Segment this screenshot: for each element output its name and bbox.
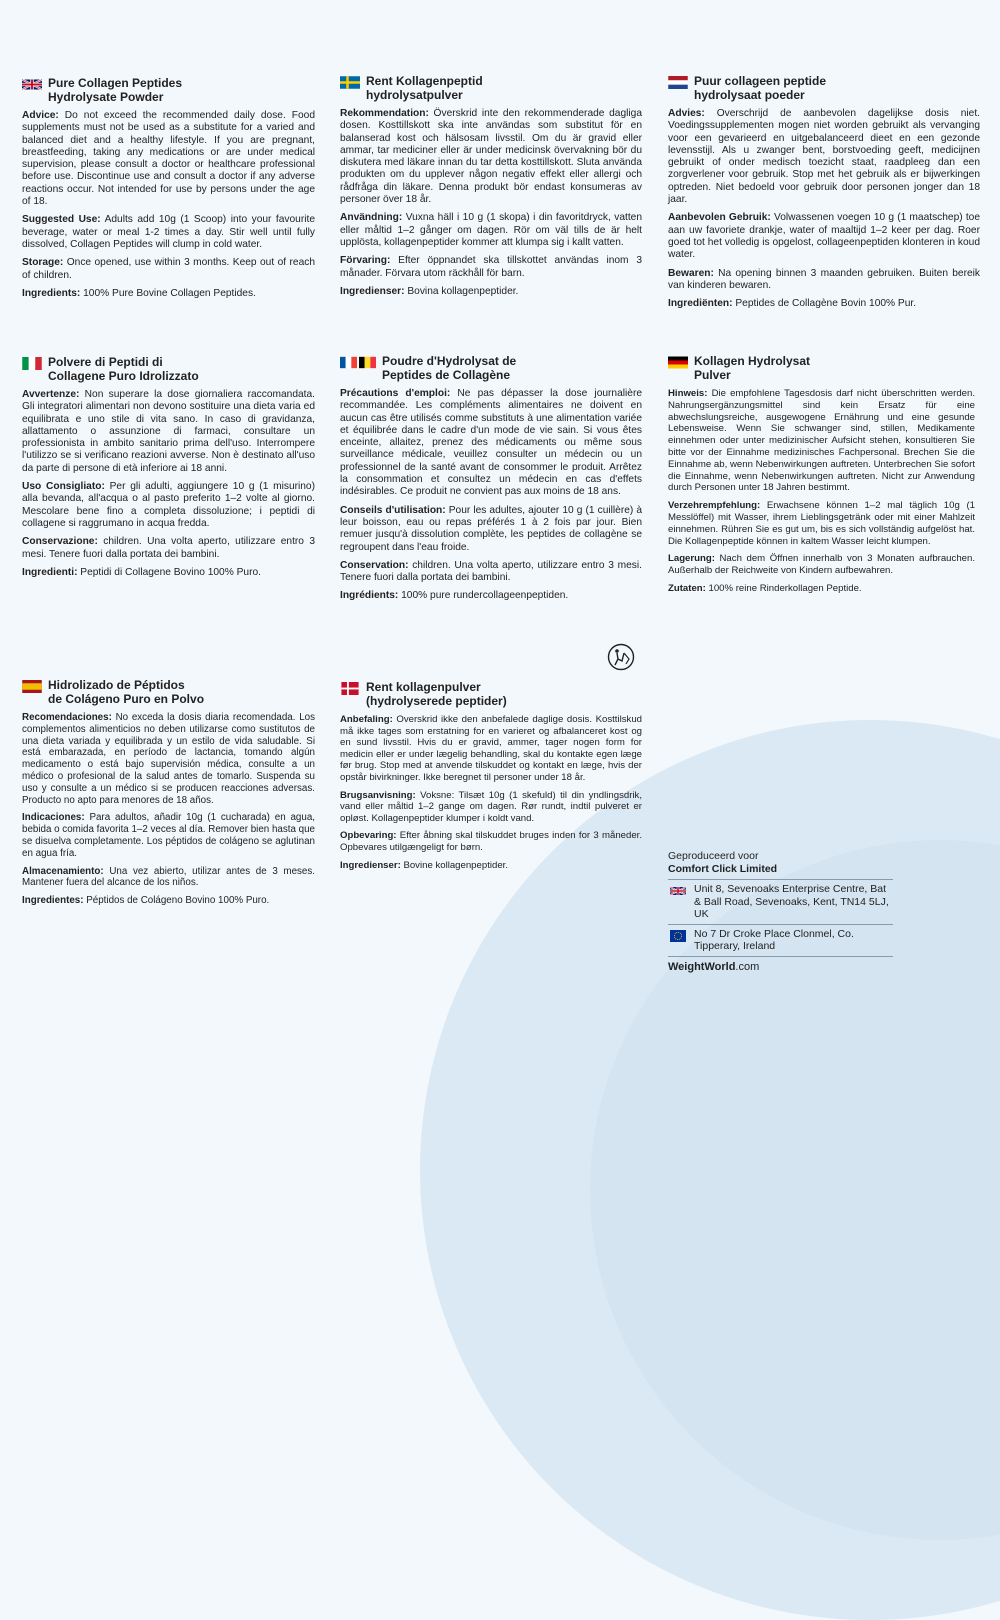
ie-address: No 7 Dr Croke Place Clonmel, Co. Tipperary, Ireland (694, 927, 854, 952)
section-title: Kollagen Hydrolysat Pulver (694, 354, 811, 382)
use-paragraph: Brugsanvisning: Voksne: Tilsæt 10g (1 skefuld) til din yndlingsdrik, vand eller måltid 1–2 gange om dagen. Rør rundt, indtil pulveret er opløst. Kollagenpeptider klumper i koldt vand. (340, 789, 642, 824)
section-title: Hidrolizado de Péptidos de Colágeno Puro en Polvo (48, 678, 205, 706)
storage-paragraph: Conservation: children. Una volta aperto, utilizzare entro 3 mesi. Tenere fuori dalla portata dei bambini. (340, 559, 642, 584)
ingredients-paragraph: Zutaten: 100% reine Rinderkollagen Peptide. (668, 582, 862, 594)
germany-flag-icon (668, 356, 688, 369)
spain-flag-icon (22, 680, 42, 693)
ingredients-paragraph: Ingredienser: Bovina kollagenpeptider. (340, 285, 519, 297)
advice-paragraph: Recomendaciones: No exceda la dosis diaria recomendada. Los complementos alimenticios no deben utilizarse como sustitutos de una dieta variada y equilibrada y un estilo de vida saludable. Si está embarazada, en período de lactancia, tomando algún medicamento o está bajo supervisión médica, consulte a un médico o profesional de la salud antes de tomarlo. Suspenda su uso y consulte a un médico si se producen reacciones adversas. Producto no apto para menores de 18 años. (22, 712, 315, 806)
section-title: Pure Collagen Peptides Hydrolysate Powder (48, 76, 183, 104)
section-title: Poudre d'Hydrolysat de Peptides de Collagène (382, 354, 517, 382)
section-header (668, 74, 980, 102)
storage-paragraph: Storage: Once opened, use within 3 months. Keep out of reach of children. (22, 257, 315, 281)
recycle-icon (607, 643, 635, 671)
section-header (340, 354, 642, 382)
uk-flag-icon (22, 78, 42, 91)
uk-address: Unit 8, Sevenoaks Enterprise Centre, Bat & Ball Road, Sevenoaks, Kent, TN14 5LJ, UK (694, 883, 889, 920)
section-title: Rent Kollagenpeptid hydrolysatpulver (366, 74, 483, 102)
ingredients-paragraph: Ingrédients: 100% pure rundercollageenpeptiden. (340, 590, 569, 602)
advice-paragraph: Avvertenze: Non superare la dose giornaliera raccomandata. Gli integratori alimentari non devono sostituire una dieta varia ed equilibrata e uno stile di vita sano. In caso di gravidanza, allattamento o assunzione di farmaci, consultare un professionista in ambito sanitario prima dell'uso. Interrompere l'utilizzo se si verificano reazioni avverse. Non è destinato all'uso da parte di persone di età inferiore ai 18 anni. (22, 389, 315, 474)
advice-paragraph: Précautions d'emploi: Ne pas dépasser la dose journalière recommandée. Les compléments alimentaires ne doivent en aucun cas être utilisés comme substituts à une alimentation variée et équilibrée dans le cadre d'un mode de vie sain. Si vous êtes enceinte, allaitez, prenez des médicaments ou même sous surveillance médicale, veuillez consulter un médecin ou un professionnel de la santé avant de consommer le produit. Arrêtez la consommation et consultez un médecin en cas d'effets indésirables. Ce produit ne convient pas aux moins de 18 ans. (340, 388, 642, 498)
storage-paragraph: Opbevaring: Efter åbning skal tilskuddet bruges inden for 3 måneder. Opbevares utilgængeligt for børn. (340, 830, 642, 853)
ingredients-paragraph: Ingredienser: Bovine kollagenpeptider. (340, 859, 508, 871)
section-title: Puur collageen peptide hydrolysaat poeder (694, 74, 827, 102)
france-belgium-flag-icon (340, 356, 376, 369)
use-paragraph: Aanbevolen Gebruik: Volwassenen voegen 10 g (1 maatschep) toe aan uw favoriete drankje, water of maaltijd 1–2 keer per dag. Roer goed tot het volledig is opgelost, collageenpeptiden klonteren in koud water. (668, 212, 981, 261)
manufacturer-block (668, 850, 893, 973)
section-spanish (22, 678, 315, 913)
section-header (22, 678, 315, 706)
section-header (22, 76, 315, 104)
ingredients-paragraph: Ingrediënten: Peptides de Collagène Bovin 100% Pur. (668, 298, 917, 310)
eu-flag-icon (670, 930, 686, 942)
section-dutch (668, 74, 980, 316)
netherlands-flag-icon (668, 76, 688, 89)
sweden-flag-icon (340, 76, 360, 89)
storage-paragraph: Bewaren: Na opening binnen 3 maanden gebruiken. Buiten bereik van kinderen bewaren. (668, 267, 980, 291)
use-paragraph: Suggested Use: Adults add 10g (1 Scoop) into your favourite beverage, water or meal 1-2 times a day. Stir well until fully dissolved, Collagen Peptides will clump in cold water. (22, 214, 315, 250)
section-header (668, 354, 975, 382)
ie-address-row (668, 924, 893, 956)
section-header (22, 355, 315, 383)
section-italian (22, 355, 315, 585)
advice-paragraph: Rekommendation: Överskrid inte den rekommenderade dagliga dosen. Kosttillskott ska inte användas som substitut för en balanserad kost och hälsosam livsstil. Om du är gravid eller ammar, tar mediciner eller är under medicinsk övervakning bör du diskutera med läkare innan du tar detta kosttillskott. Sluta använda produkten om du upplever någon negativ effekt eller allergi och rådfråga din läkare. Denna produkt bör endast konsumeras av personer över 18 år. (340, 108, 642, 206)
uk-flag-icon (670, 885, 686, 897)
advice-paragraph: Advies: Overschrijd de aanbevolen dagelijkse dosis niet. Voedingssupplementen mogen niet worden gebruikt als vervanging voor een gevarieerd en uitgebalanceerd dieet en een gezonde levensstijl. Als u zwanger bent, borstvoeding geeft, medicijnen gebruikt of onder medisch toezicht staat, raadpleeg dan een zorgverlener voor gebruik. Stop met het gebruik als er bijwerkingen optreden. Niet bedoeld voor gebruik door personen jonger dan 18 jaar. (668, 108, 980, 206)
use-paragraph: Indicaciones: Para adultos, añadir 10g (1 cucharada) en agua, bebida o comida favorita 1–2 veces al día. Remover bien hasta que se disuelva completamente. Los péptidos de colágeno se aglutinan en agua fría. (22, 812, 315, 859)
ingredients-paragraph: Ingredients: 100% Pure Bovine Collagen Peptides. (22, 287, 256, 299)
manufacturer-heading: Geproduceerd voor Comfort Click Limited (668, 850, 778, 875)
advice-paragraph: Advice: Do not exceed the recommended daily dose. Food supplements must not be used as a substitute for a varied and balanced diet and a healthy lifestyle. If you are pregnant, breastfeeding, taking any medications or are under medical supervision, please consult a doctor or healthcare professional before use. Discontinue use and consult a doctor if any adverse reactions occur. Not intended for use by persons under the age of 18. (22, 110, 315, 208)
storage-paragraph: Förvaring: Efter öppnandet ska tillskottet användas inom 3 månader. Förvara utom räckhåll för barn. (340, 255, 642, 279)
storage-paragraph: Almacenamiento: Una vez abierto, utilizar antes de 3 meses. Mantener fuera del alcance de los niños. (22, 865, 315, 889)
brand-website: WeightWorld.com (668, 956, 893, 974)
uk-address-row (668, 879, 893, 924)
ingredients-paragraph: Ingredienti: Peptidi di Collagene Bovino 100% Puro. (22, 566, 261, 578)
storage-paragraph: Conservazione: children. Una volta aperto, utilizzare entro 3 mesi. Tenere fuori dalla portata dei bambini. (22, 536, 315, 560)
use-paragraph: Användning: Vuxna häll i 10 g (1 skopa) i din favoritdryck, vatten eller måltid 1–2 gånger om dagen. Rör om väl tills de är helt upplösta, kollagenpeptider kommer att klumpa sig i kallt vatten. (340, 212, 642, 248)
use-paragraph: Verzehrempfehlung: Erwachsene können 1–2 mal täglich 10g (1 Messlöffel) mit Wasser, ihrem Lieblingsgetränk oder mit einer Mahlzeit einnehmen. Rühren Sie es gut um, bis es sich vollständig aufgelöst hat. Die Kollagenpeptide können in kaltem Wasser leicht klumpen. (668, 500, 975, 547)
section-header (340, 680, 642, 708)
section-danish (340, 680, 642, 877)
advice-paragraph: Anbefaling: Overskrid ikke den anbefalede daglige dosis. Kosttilskud må ikke tages som erstatning for en varieret og afbalanceret kost og en sund livsstil. Hvis du er gravid, ammer, tager nogen form for medicin eller er under lægelig behandling, skal du kontakte egen læge før brug. Stop med at anvende tilskuddet og kontakt en læge, hvis der opstår bivirkninger. Ikke beregnet til personer under 18 år. (340, 714, 642, 783)
denmark-flag-icon (340, 682, 360, 695)
section-header (340, 74, 642, 102)
advice-paragraph: Hinweis: Die empfohlene Tagesdosis darf nicht überschritten werden. Nahrungsergänzungsmittel sind kein Ersatz für eine abwechslungsreiche, ausgewogene Ernährung und eine gesunde Lebensweise. Wenn Sie schwanger sind, stillen, Medikamente einnehmen oder unter medizinischer Aufsicht stehen, konsultieren Sie bitte vor der Einnahme medizinisches Fachpersonal. Brechen Sie die Einnahme ab, wenn Nebenwirkungen auftreten. Unterbrechen Sie sofort die Einnahme, wenn Nebenwirkungen auftreten. Nicht zur Anwendung durch Personen unter 18 Jahren bestimmt. (668, 388, 975, 494)
use-paragraph: Conseils d'utilisation: Pour les adultes, ajouter 10 g (1 cuillère) à leur boisson, eau ou repas préférés 1 à 2 fois par jour. Bien remuer jusqu'à dissolution complète, les peptides de collagène se regroupent dans l'eau froide. (340, 504, 643, 553)
section-swedish (340, 74, 642, 304)
section-title: Rent kollagenpulver (hydrolyserede peptider) (366, 680, 507, 708)
section-english (22, 76, 315, 306)
storage-paragraph: Lagerung: Nach dem Öffnen innerhalb von 3 Monaten aufbrauchen. Außerhalb der Reichweite von Kindern aufbewahren. (668, 553, 975, 577)
ingredients-paragraph: Ingredientes: Péptidos de Colágeno Bovino 100% Puro. (22, 895, 270, 907)
section-title: Polvere di Peptidi di Collagene Puro Idrolizzato (48, 355, 199, 383)
use-paragraph: Uso Consigliato: Per gli adulti, aggiungere 10 g (1 misurino) alla bevanda, all'acqua o al pasto preferito 1–2 volte al giorno. Mescolare bene fino a completa dissoluzione; i peptidi di collagene si raggrumano in acqua fredda. (22, 481, 315, 529)
italy-flag-icon (22, 357, 42, 370)
section-french (340, 354, 642, 609)
section-german (668, 354, 975, 601)
